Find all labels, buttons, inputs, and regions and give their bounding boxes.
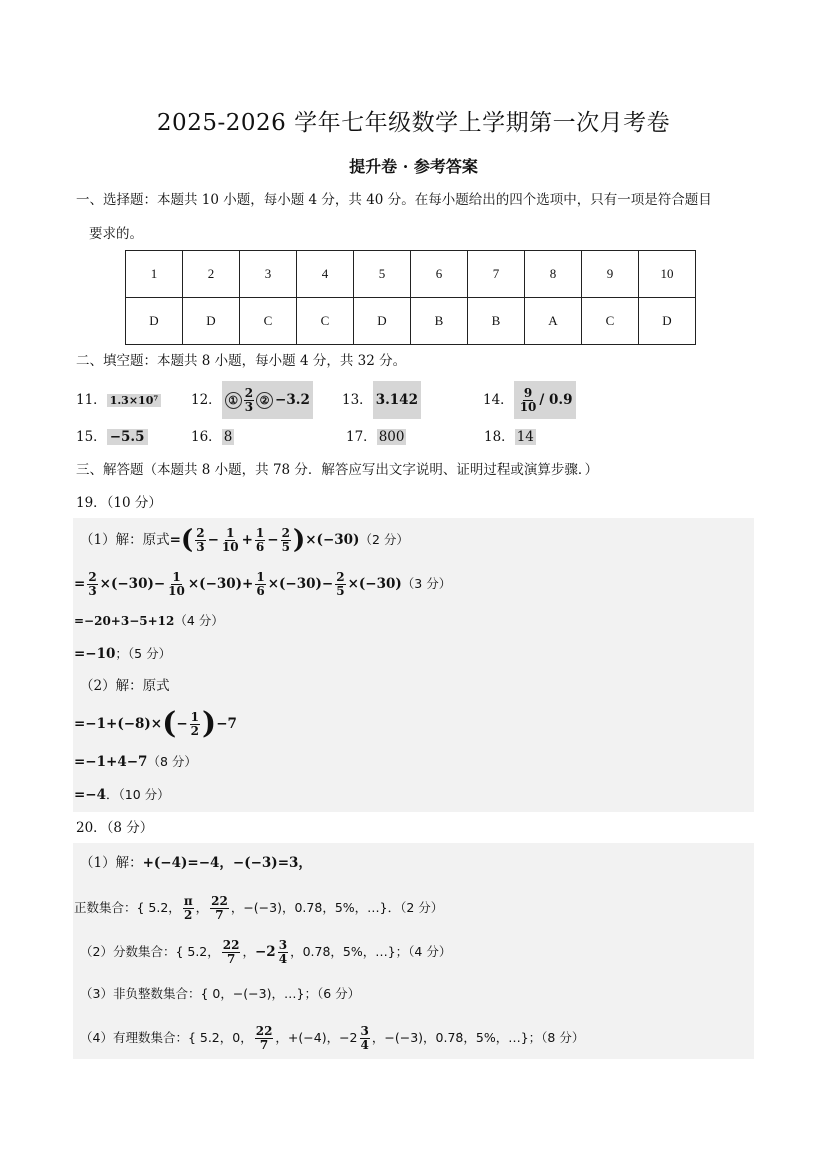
table-cell: D xyxy=(126,298,183,345)
q12 xyxy=(191,380,313,420)
q17-answer: 800 xyxy=(378,429,405,445)
page-subtitle: 提升卷 · 参考答案 xyxy=(349,157,478,176)
table-cell: C xyxy=(582,298,639,345)
q20-l5-tail: ，−(−3)，0.78̇，5%，…}；（8 分） xyxy=(371,1030,585,1045)
q19-p2-intro: （2）解：原式 xyxy=(80,678,170,694)
q20-l4: （3）非负整数集合：{ 0，−(−3)，…}；（6 分） xyxy=(80,986,361,1001)
section1-heading: 一、选择题：本题共 10 小题，每小题 4 分，共 40 分。在每小题给出的四个选项中，只有一项是符合题目 xyxy=(76,192,712,208)
q15-label: 15． xyxy=(76,429,107,445)
q19-p2-s1a: =−1+(−8)× xyxy=(74,716,163,732)
table-cell: A xyxy=(525,298,582,345)
table-cell: B xyxy=(411,298,468,345)
table-cell: 3 xyxy=(240,251,297,298)
page-title: 2025-2026 学年七年级数学上学期第一次月考卷 xyxy=(156,110,671,136)
q19-p1-line2: = $\frac{2}{3}$ ×(−30)− $\frac{1}{10}$ ×(−30)+ $\frac{1}{6}$ ×(−30)− $\frac{2}{5}$ ×(−30) （3 分） xyxy=(74,569,452,598)
q19-p1-intro: （1）解：原式 xyxy=(80,532,170,548)
q19-p2-s3: =−4 xyxy=(74,787,107,803)
circled-one-icon: ① xyxy=(225,392,242,409)
table-cell: 2 xyxy=(183,251,240,298)
q19-p2-s3-points: ．（10 分） xyxy=(106,787,170,802)
q18-answer: 14 xyxy=(516,429,534,445)
table-cell: D xyxy=(183,298,240,345)
q19-label: 19．（10 分） xyxy=(76,495,162,511)
q18 xyxy=(484,427,536,447)
q15-answer: −5.5 xyxy=(107,429,148,445)
q12-tail: −3.2 xyxy=(275,392,310,408)
q19-p1-s3-points: （4 分） xyxy=(174,613,224,628)
q20-l5-mid: ，+(−4)，−2 xyxy=(275,1030,358,1045)
q11 xyxy=(76,390,161,411)
q11-answer: 1.3×10⁷ xyxy=(107,394,161,407)
answer-table-answers xyxy=(126,298,696,345)
q20-line1 xyxy=(80,853,312,873)
q19-p1-s2-points: （3 分） xyxy=(401,576,452,591)
q19-p2-s2: =−1+4−7 xyxy=(74,754,148,770)
table-cell: D xyxy=(639,298,696,345)
q11-label: 11． xyxy=(76,392,107,408)
table-cell: C xyxy=(297,298,354,345)
q17-label: 17． xyxy=(346,429,377,445)
q20-l2-tail: ，−(−3)，0.78̇，5%，…}．（2 分） xyxy=(230,900,444,915)
q20-l1-intro: （1）解： xyxy=(80,855,143,871)
table-cell: C xyxy=(240,298,297,345)
table-cell: 1 xyxy=(126,251,183,298)
q19-p2-line3 xyxy=(74,785,170,805)
q12-label: 12． xyxy=(191,392,222,408)
q19-p2-line1: =−1+(−8)× ( − $\frac{1}{2}$ ) −7 xyxy=(74,706,237,741)
section1-heading-cont: 要求的。 xyxy=(89,226,143,242)
q14-tail: / 0.9 xyxy=(539,392,573,408)
q13-label: 13． xyxy=(342,392,373,408)
q19-p1-line4 xyxy=(74,644,171,664)
q19-p1-s1-points: （2 分） xyxy=(359,532,409,547)
q15 xyxy=(76,427,148,447)
q19-p2-line2 xyxy=(74,752,197,772)
q16 xyxy=(191,427,234,447)
q20-l2-head: 正数集合：{ 5.2， xyxy=(74,900,181,915)
table-cell: 8 xyxy=(525,251,582,298)
q19-p1-s3: =−20+3−5+12 xyxy=(74,614,175,628)
section2-heading: 二、填空题：本题共 8 小题，每小题 4 分，共 32 分。 xyxy=(76,353,407,369)
q20-line2: 正数集合：{ 5.2， $\frac{\pi}{2}$ ， $\frac{22}{7}$ ，−(−3)，0.78̇，5%，…}．（2 分） xyxy=(74,893,444,922)
q16-label: 16． xyxy=(191,429,222,445)
q19-p1-line1: （1）解：原式 = ( $\frac{2}{3}$ − $\frac{1}{10}$ + $\frac{1}{6}$ − $\frac{2}{5}$ ) ×(−30) （2 分） xyxy=(80,525,409,555)
q14-label: 14． xyxy=(483,392,514,408)
q14 xyxy=(483,380,576,420)
answer-table xyxy=(125,250,696,345)
q19-p2-s2-points: （8 分） xyxy=(147,754,197,769)
q20-l1-expr: +(−4)=−4，−(−3)=3， xyxy=(142,855,312,871)
circled-two-icon: ② xyxy=(256,392,273,409)
q17 xyxy=(346,427,406,447)
table-cell: 9 xyxy=(582,251,639,298)
q20-line5: （4）有理数集合：{ 5.2，0， $\frac{22}{7}$ ，+(−4)，−2 $\frac{3}{4}$ ，−(−3)，0.78̇，5%，…}；（8 分） xyxy=(80,1023,585,1052)
q19-p1-line3 xyxy=(74,611,224,631)
q13 xyxy=(342,380,421,420)
table-cell: D xyxy=(354,298,411,345)
q14-den: 10 xyxy=(519,399,537,414)
q19-p2-s1b: −7 xyxy=(216,716,237,732)
q19-p1-s4: =−10 xyxy=(74,646,116,662)
table-cell: 10 xyxy=(639,251,696,298)
q20-label: 20．（8 分） xyxy=(76,820,154,836)
q20-line4 xyxy=(80,984,360,1004)
q20-line3: （2）分数集合：{ 5.2， $\frac{22}{7}$ ， −2 $\frac{3}{4}$ ，0.78̇，5%，…}；（4 分） xyxy=(80,937,452,966)
table-cell: 5 xyxy=(354,251,411,298)
q12-den: 3 xyxy=(244,399,254,414)
q18-label: 18． xyxy=(484,429,515,445)
q16-answer: 8 xyxy=(223,429,233,445)
q12-answer xyxy=(222,381,313,419)
table-cell: 7 xyxy=(468,251,525,298)
q14-answer xyxy=(514,381,576,419)
q20-l3-tail: ，0.78̇，5%，…}；（4 分） xyxy=(290,944,452,959)
answer-table-numbers xyxy=(126,251,696,298)
q19-p1-s4-points: ；（5 分） xyxy=(115,646,172,661)
table-cell: 6 xyxy=(411,251,468,298)
q20-l3-head: （2）分数集合：{ 5.2， xyxy=(80,944,220,959)
table-cell: 4 xyxy=(297,251,354,298)
q14-num: 9 xyxy=(523,385,533,400)
table-cell: B xyxy=(468,298,525,345)
q20-l5-head: （4）有理数集合：{ 5.2，0， xyxy=(80,1030,253,1045)
q12-num: 2 xyxy=(244,385,254,400)
q13-answer: 3.142 xyxy=(373,381,421,419)
section3-heading: 三、解答题（本题共 8 小题，共 78 分．解答应写出文字说明、证明过程或演算步骤．） xyxy=(76,462,599,478)
